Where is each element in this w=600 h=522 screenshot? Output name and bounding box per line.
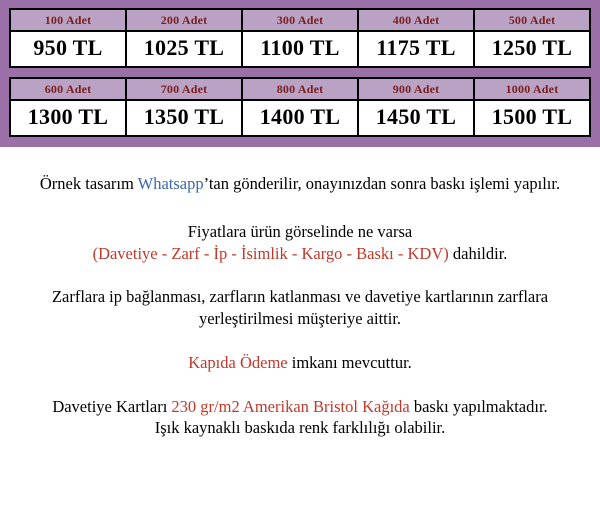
price-cell — [127, 10, 243, 66]
price-cell — [359, 10, 475, 66]
price-cell — [243, 79, 359, 135]
price-value: 1350 TL — [143, 104, 225, 129]
price-value: 1175 TL — [376, 35, 456, 60]
price-cell — [475, 79, 589, 135]
included-items-highlight: (Davetiye - Zarf - İp - İsimlik - Kargo - Baskı - KDV) — [92, 243, 449, 263]
paper-type-highlight: 230 gr/m2 Amerikan Bristol Kağıda — [171, 396, 410, 416]
note-text: Davetiye Kartları — [52, 396, 172, 416]
quantity-label: 900 Adet — [359, 79, 473, 101]
price-cell — [359, 79, 475, 135]
note-text: Işık kaynaklı baskıda renk farklılığı olabilir. — [154, 418, 446, 438]
price-cell — [11, 10, 127, 66]
price-value: 950 TL — [33, 35, 103, 60]
price-table — [0, 0, 600, 147]
note-sample-design — [10, 173, 590, 195]
price-row — [9, 77, 591, 137]
price-cell — [127, 79, 243, 135]
note-text: baskı yapılmaktadır. — [409, 396, 548, 416]
price-cell — [475, 10, 589, 66]
note-text: dahildir. — [448, 243, 508, 263]
note-paper-type — [10, 396, 590, 440]
cash-on-delivery-highlight: Kapıda Ödeme — [188, 352, 288, 372]
note-text: ’tan gönderilir, onayınızdan sonra baskı işlemi yapılır. — [203, 174, 561, 193]
note-text: imkanı mevcuttur. — [287, 352, 412, 372]
quantity-label: 500 Adet — [475, 10, 589, 32]
quantity-label: 200 Adet — [127, 10, 241, 32]
price-value: 1300 TL — [27, 104, 109, 129]
price-value: 1250 TL — [491, 35, 573, 60]
note-cash-on-delivery — [10, 352, 590, 374]
notes-section — [0, 147, 600, 439]
note-text: yerleştirilmesi müşteriye aittir. — [198, 309, 402, 329]
quantity-label: 100 Adet — [11, 10, 125, 32]
price-value: 1400 TL — [259, 104, 341, 129]
quantity-label: 1000 Adet — [475, 79, 589, 101]
price-value: 1450 TL — [375, 104, 457, 129]
price-row — [9, 8, 591, 68]
whatsapp-highlight: Whatsapp — [137, 174, 204, 193]
note-text: Fiyatlara ürün görselinde ne varsa — [187, 221, 413, 241]
quantity-label: 800 Adet — [243, 79, 357, 101]
note-text: Örnek tasarım — [39, 174, 138, 193]
quantity-label: 300 Adet — [243, 10, 357, 32]
price-cell — [11, 79, 127, 135]
note-customer-responsibility — [10, 286, 590, 330]
price-value: 1100 TL — [260, 35, 340, 60]
price-value: 1500 TL — [491, 104, 573, 129]
price-value: 1025 TL — [143, 35, 225, 60]
price-cell — [243, 10, 359, 66]
quantity-label: 400 Adet — [359, 10, 473, 32]
note-text: Zarflara ip bağlanması, zarfların katlanması ve davetiye kartlarının zarflara — [51, 287, 549, 307]
note-included-items — [10, 221, 590, 265]
quantity-label: 600 Adet — [11, 79, 125, 101]
quantity-label: 700 Adet — [127, 79, 241, 101]
